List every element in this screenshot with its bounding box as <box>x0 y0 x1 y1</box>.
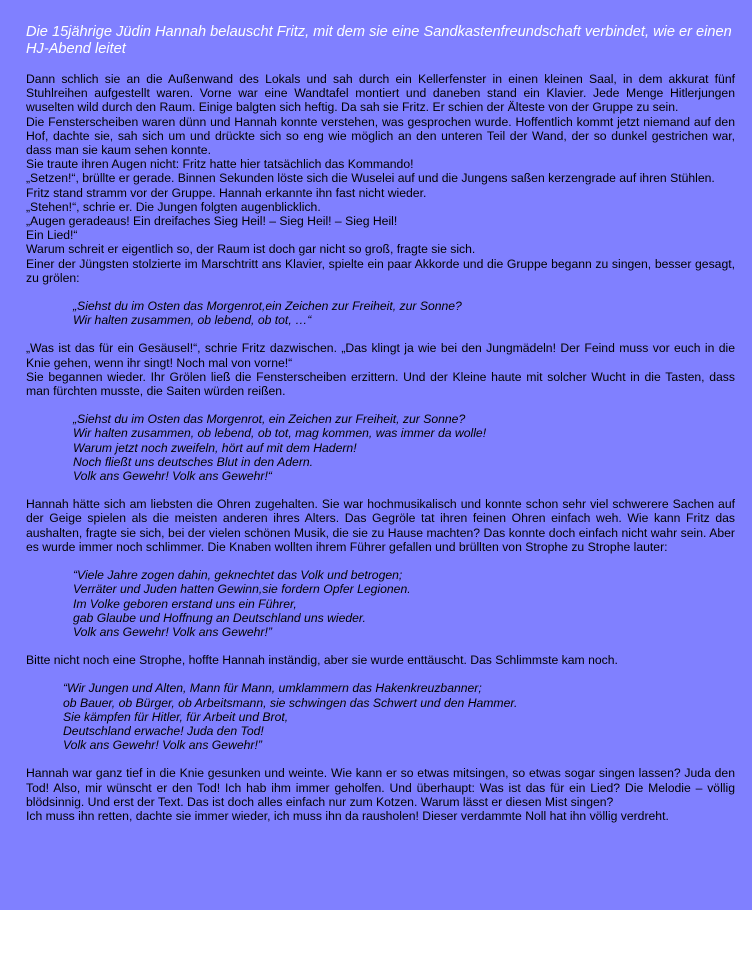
song-verse-4 <box>63 681 735 752</box>
paragraph: Sie traute ihren Augen nicht: Fritz hatte hier tatsächlich das Kommando! <box>26 157 414 172</box>
page-title: Die 15jährige Jüdin Hannah belauscht Fritz, mit dem sie eine Sandkastenfreundschaft verbindet, wie er einen HJ-Abend leitet <box>26 24 732 57</box>
verse-line: Volk ans Gewehr! Volk ans Gewehr!” <box>73 624 272 639</box>
paragraph-block-1 <box>26 72 735 285</box>
verse-line: “Viele Jahre zogen dahin, geknechtet das Volk und betrogen; <box>73 568 403 583</box>
verse-line: Warum jetzt noch zweifeln, hört auf mit dem Hadern! <box>73 440 357 455</box>
paragraph: Hannah war ganz tief in die Knie gesunken und weinte. Wie kann er so etwas mitsingen, so etwas sogar singen lassen? Juda den Tod! Also, mir wünscht er den Tod! Ich hab ihm immer geholfen. Und überhaupt: Was ist das für ein Lied? Die Melodie – völlig blödsinnig. Und erst der Text. Das ist doch alles einfach nur zum Kotzen. Warum lässt er diesen Mist singen? <box>26 766 735 809</box>
paragraph: Dann schlich sie an die Außenwand des Lokals und sah durch ein Kellerfenster in einen kleinen Saal, in dem akkurat fünf Stuhlreihen aufgestellt waren. Vorne war eine Wandtafel montiert und daneben stand ein Klavier. Jede Menge Hitlerjungen wuselten wild durch den Raum. Einige balgten sich heftig. Da sah sie Fritz. Er schien der Älteste von der Gruppe zu sein. <box>26 72 735 115</box>
verse-line: Wir halten zusammen, ob lebend, ob tot, …“ <box>73 313 312 328</box>
paragraph: Fritz stand stramm vor der Gruppe. Hannah erkannte ihn fast nicht wieder. <box>26 185 427 200</box>
paragraph-block-5 <box>26 766 735 823</box>
paragraph: Ein Lied!“ <box>26 228 78 243</box>
paragraph: „Stehen!“, schrie er. Die Jungen folgten augenblicklich. <box>26 199 321 214</box>
verse-line: „Siehst du im Osten das Morgenrot,ein Zeichen zur Freiheit, zur Sonne? <box>73 299 462 314</box>
paragraph-block-2 <box>26 341 735 398</box>
paragraph-block-4 <box>26 653 735 667</box>
paragraph: Bitte nicht noch eine Strophe, hoffte Hannah inständig, aber sie wurde enttäuscht. Das Schlimmste kam noch. <box>26 653 618 668</box>
verse-line: Verräter und Juden hatten Gewinn,sie fordern Opfer Legionen. <box>73 582 411 597</box>
song-verse-2 <box>73 412 735 483</box>
paragraph: Einer der Jüngsten stolzierte im Marschtritt ans Klavier, spielte ein paar Akkorde und die Gruppe begann zu singen, besser gesagt, zu grölen: <box>26 256 735 285</box>
verse-line: Volk ans Gewehr! Volk ans Gewehr!” <box>63 738 262 753</box>
paragraph: Die Fensterscheiben waren dünn und Hannah konnte verstehen, was gesprochen wurde. Hoffentlich kommt jetzt niemand auf den Hof, dachte sie, sah sich um und drückte sich so eng wie möglich an den unteren Teil der Wand, der so dunkel gestrichen war, dass man sie kaum sehen konnte. <box>26 114 735 158</box>
paragraph: „Augen geradeaus! Ein dreifaches Sieg Heil! – Sieg Heil! – Sieg Heil! <box>26 214 398 229</box>
paragraph: Sie begannen wieder. Ihr Grölen ließ die Fensterscheiben erzittern. Und der Kleine haute mit solcher Wucht in die Tasten, dass man fürchten musste, die Saiten würden reißen. <box>26 369 735 399</box>
paragraph: „Was ist das für ein Gesäusel!“, schrie Fritz dazwischen. „Das klingt ja wie bei den Jungmädeln! Der Feind muss vor euch in die Knie gehen, wenn ihr singt! Noch mal von vorne!“ <box>26 341 735 370</box>
paragraph: „Setzen!“, brüllte er gerade. Binnen Sekunden löste sich die Wuselei auf und die Jungens saßen kerzengrade auf ihren Stühlen. <box>26 171 715 186</box>
paragraph-block-3 <box>26 497 735 554</box>
verse-line: “Wir Jungen und Alten, Mann für Mann, umklammern das Hakenkreuzbanner; <box>63 681 482 696</box>
verse-line: „Siehst du im Osten das Morgenrot, ein Zeichen zur Freiheit, zur Sonne? <box>73 412 466 427</box>
verse-line: Volk ans Gewehr! Volk ans Gewehr!“ <box>73 469 272 484</box>
verse-line: ob Bauer, ob Bürger, ob Arbeitsmann, sie schwingen das Schwert und den Hammer. <box>63 695 518 710</box>
verse-line: Noch fließt uns deutsches Blut in den Adern. <box>73 454 314 469</box>
verse-line: Im Volke geboren erstand uns ein Führer, <box>73 596 297 611</box>
song-verse-1 <box>73 299 735 327</box>
paragraph: Ich muss ihn retten, dachte sie immer wieder, ich muss ihn da rausholen! Dieser verdammte Noll hat ihn völlig verdreht. <box>26 808 669 823</box>
verse-line: Deutschland erwache! Juda den Tod! <box>63 723 264 738</box>
song-verse-3 <box>73 568 735 639</box>
verse-line: gab Glaube und Hoffnung an Deutschland uns wieder. <box>73 610 366 625</box>
paragraph: Warum schreit er eigentlich so, der Raum ist doch gar nicht so groß, fragte sie sich. <box>26 242 476 257</box>
paragraph: Hannah hätte sich am liebsten die Ohren zugehalten. Sie war hochmusikalisch und konnte schon sehr viel schwerere Sachen auf der Geige spielen als die meisten anderen ihres Alters. Das Gegröle tat ihren feinen Ohren einfach weh. Wie kann Fritz das aushalten, fragte sie sich, bei der vielen schönen Musik, die sie zu Hause machten? Das konnte doch einfach nicht wahr sein. Aber es wurde immer noch schlimmer. Die Knaben wollten ihrem Führer gefallen und brüllten von Strophe zu Strophe lauter: <box>26 497 735 554</box>
verse-line: Sie kämpfen für Hitler, für Arbeit und Brot, <box>63 709 289 724</box>
verse-line: Wir halten zusammen, ob lebend, ob tot, mag kommen, was immer da wolle! <box>73 426 487 441</box>
